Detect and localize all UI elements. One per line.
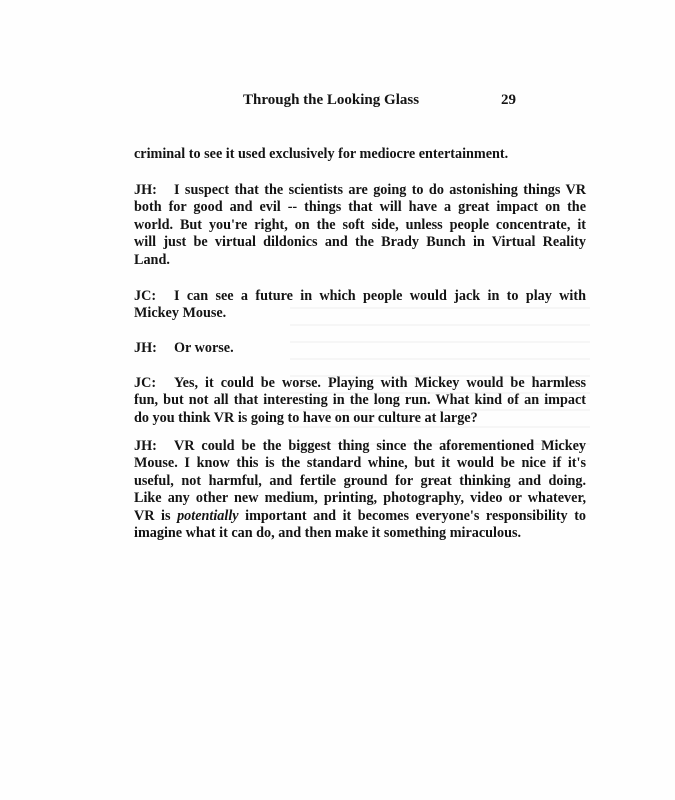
text-line: Mouse. I know this is the standard whine, but it would be nice if it's bbox=[134, 455, 586, 472]
text-line: imagine what it can do, and then make it something miraculous. bbox=[134, 524, 522, 541]
text-line-content: Yes, it could be worse. Playing with Mickey would be harmless bbox=[174, 375, 586, 391]
text-line-content: I suspect that the scientists are going to do astonishing things VR bbox=[174, 182, 586, 198]
speaker-label: JH: bbox=[134, 182, 157, 198]
text-line-start: VR is bbox=[134, 507, 171, 524]
paragraph-2 bbox=[134, 288, 586, 323]
text-line: fun, but not all that interesting in the long run. What kind of an impact bbox=[134, 392, 586, 409]
text-line bbox=[134, 508, 586, 525]
paragraph-3 bbox=[134, 340, 586, 357]
text-line: useful, not harmful, and fertile ground for great thinking and doing. bbox=[134, 472, 586, 489]
paragraph-5 bbox=[134, 438, 586, 542]
speaker-label: JC: bbox=[134, 375, 157, 391]
text-line bbox=[134, 438, 586, 455]
paragraph-1 bbox=[134, 182, 586, 269]
speaker-label: JC: bbox=[134, 288, 157, 304]
text-line: Mickey Mouse. bbox=[134, 305, 227, 322]
header-title: Through the Looking Glass bbox=[243, 92, 420, 108]
text-line bbox=[134, 288, 586, 305]
text-line: Like any other new medium, printing, photography, video or whatever, bbox=[134, 490, 586, 507]
text-line: do you think VR is going to have on our culture at large? bbox=[134, 409, 478, 426]
paragraph-4 bbox=[134, 375, 586, 427]
text-line: will just be virtual dildonics and the Brady Bunch in Virtual Reality bbox=[134, 234, 586, 251]
text-line-content: Or worse. bbox=[174, 340, 234, 356]
page-number: 29 bbox=[501, 92, 516, 108]
paragraph-0 bbox=[134, 146, 586, 163]
text-line: world. But you're right, on the soft side, unless people concentrate, it bbox=[134, 216, 586, 233]
speaker-label: JH: bbox=[134, 438, 157, 454]
text-line-end: important and it becomes everyone's responsibility to bbox=[245, 507, 587, 524]
text-line-content: I can see a future in which people would jack in to play with bbox=[174, 288, 586, 304]
text-line: Land. bbox=[134, 251, 170, 268]
speaker-label: JH: bbox=[134, 340, 157, 356]
text-line bbox=[134, 375, 586, 392]
text-line-content: VR could be the biggest thing since the aforementioned Mickey bbox=[174, 438, 586, 454]
text-line bbox=[134, 340, 586, 357]
text-line: criminal to see it used exclusively for mediocre entertainment. bbox=[134, 146, 509, 162]
italic-emphasis: potentially bbox=[177, 507, 239, 524]
text-line: both for good and evil -- things that will have a great impact on the bbox=[134, 199, 586, 216]
text-line bbox=[134, 182, 586, 199]
